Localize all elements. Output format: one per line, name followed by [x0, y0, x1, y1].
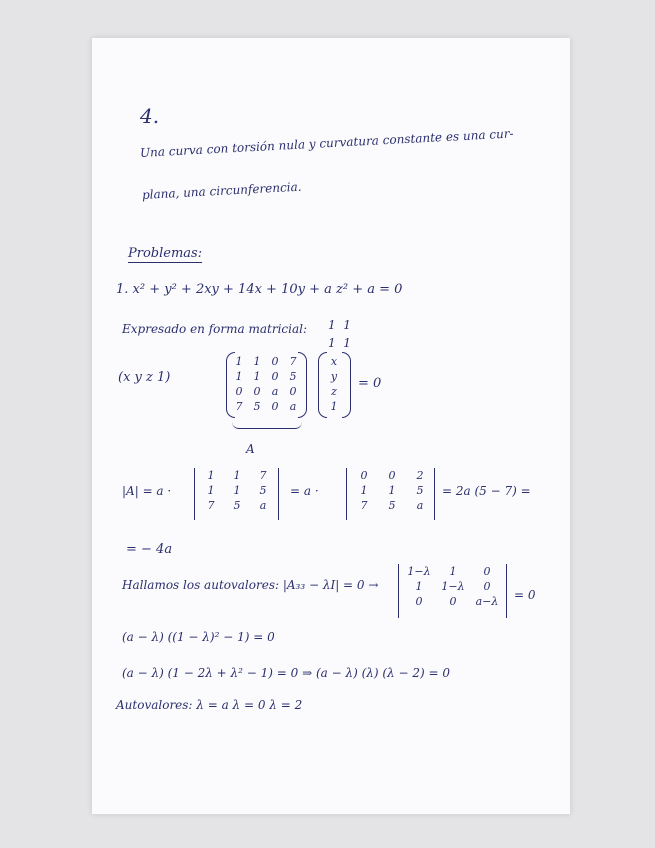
eigen-determinant-cell: 0: [449, 595, 457, 608]
margin-note: 1 1 1 1: [328, 318, 351, 350]
matrix-cell: 0: [271, 370, 279, 383]
matrix-cell: 1: [235, 355, 243, 368]
matrix-cell: 1: [253, 370, 261, 383]
eigen-det-right-bar: [506, 564, 507, 618]
determinant-cell: a: [259, 499, 267, 512]
eigen-determinant-cell: 0: [415, 595, 423, 608]
eigen-determinant-cell: 1−λ: [407, 565, 431, 578]
theory-line-2: plana, una circunferencia.: [141, 179, 302, 202]
matrix-right-paren: [298, 352, 307, 418]
detA-rhs: = 2a (5 − 7) =: [442, 484, 531, 498]
eigen-determinant-cell: 1−λ: [441, 580, 465, 593]
matrix-cell: 7: [235, 400, 243, 413]
det-3x3-second: [350, 468, 434, 513]
determinant-cell: 0: [388, 469, 396, 482]
determinant-cell: 1: [233, 484, 241, 497]
vector-cell: 1: [330, 400, 338, 413]
matrix-form-label: Expresado en forma matricial:: [122, 322, 307, 336]
vector-cell: z: [331, 385, 337, 398]
matrix-cell: 5: [289, 370, 297, 383]
matrix-cell: a: [271, 385, 279, 398]
determinant-cell: 1: [207, 484, 215, 497]
eigen-determinant-cell: 1: [449, 565, 457, 578]
eigen-determinant-cell: 1: [415, 580, 423, 593]
determinant-cell: 5: [416, 484, 424, 497]
matrix-cell: 0: [235, 385, 243, 398]
det2-right-bar: [434, 468, 435, 520]
detA-lhs: |A| = a ·: [122, 484, 172, 498]
matrix-cell: 1: [235, 370, 243, 383]
eigen-determinant-cell: 0: [483, 580, 491, 593]
brace: [232, 422, 302, 429]
determinant-cell: 5: [259, 484, 267, 497]
eigen-text: Hallamos los autovalores: |A₃₃ − λI| = 0 →: [122, 578, 379, 592]
determinant-cell: 0: [360, 469, 368, 482]
determinant-cell: 7: [360, 499, 368, 512]
theory-line-1: Una curva con torsión nula y curvatura constante es una cur-: [139, 126, 514, 160]
determinant-cell: 1: [360, 484, 368, 497]
determinant-cell: 7: [259, 469, 267, 482]
det1-right-bar: [278, 468, 279, 520]
eigen-det-left-bar: [398, 564, 399, 618]
determinant-cell: 5: [233, 499, 241, 512]
A-label: A: [246, 442, 255, 456]
characteristic-line-2: (a − λ) (1 − 2λ + λ² − 1) = 0 ⇒ (a − λ) (λ) (λ − 2) = 0: [122, 666, 450, 680]
row-vector: (x y z 1): [118, 370, 171, 385]
eigenvalues-result: Autovalores: λ = a λ = 0 λ = 2: [116, 698, 303, 712]
determinant-cell: 1: [388, 484, 396, 497]
det1-left-bar: [194, 468, 195, 520]
eigen-determinant: [402, 564, 504, 609]
determinant-cell: 5: [388, 499, 396, 512]
eigen-determinant-cell: a−λ: [475, 595, 499, 608]
equation-1: 1. x² + y² + 2xy + 14x + 10y + a z² + a = 0: [116, 282, 403, 297]
equals-zero: = 0: [358, 376, 382, 391]
matrix-cell: 0: [271, 355, 279, 368]
determinant-cell: 7: [207, 499, 215, 512]
notebook-page: [92, 38, 570, 814]
equals-a: = a ·: [290, 484, 319, 498]
matrix-cell: a: [289, 400, 297, 413]
matrix-cell: 0: [289, 385, 297, 398]
det2-left-bar: [346, 468, 347, 520]
determinant-cell: 1: [207, 469, 215, 482]
exercise-number: 4.: [140, 104, 160, 128]
eigen-equals-zero: = 0: [514, 588, 536, 602]
det-3x3-first: [198, 468, 276, 513]
matrix-cell: 1: [253, 355, 261, 368]
eigen-determinant-cell: 0: [483, 565, 491, 578]
vector-right-paren: [342, 352, 351, 418]
matrix-cell: 0: [253, 385, 261, 398]
determinant-result: = − 4a: [126, 542, 173, 557]
column-vector: [324, 354, 344, 414]
matrix-cell: 5: [253, 400, 261, 413]
determinant-cell: 1: [233, 469, 241, 482]
vector-cell: y: [330, 370, 338, 383]
vector-cell: x: [330, 355, 338, 368]
determinant-cell: 2: [416, 469, 424, 482]
matrix-cell: 0: [271, 400, 279, 413]
determinant-cell: a: [416, 499, 424, 512]
matrix-A: [230, 354, 302, 414]
characteristic-line-1: (a − λ) ((1 − λ)² − 1) = 0: [122, 630, 275, 644]
problems-heading: Problemas:: [128, 246, 203, 261]
matrix-cell: 7: [289, 355, 297, 368]
